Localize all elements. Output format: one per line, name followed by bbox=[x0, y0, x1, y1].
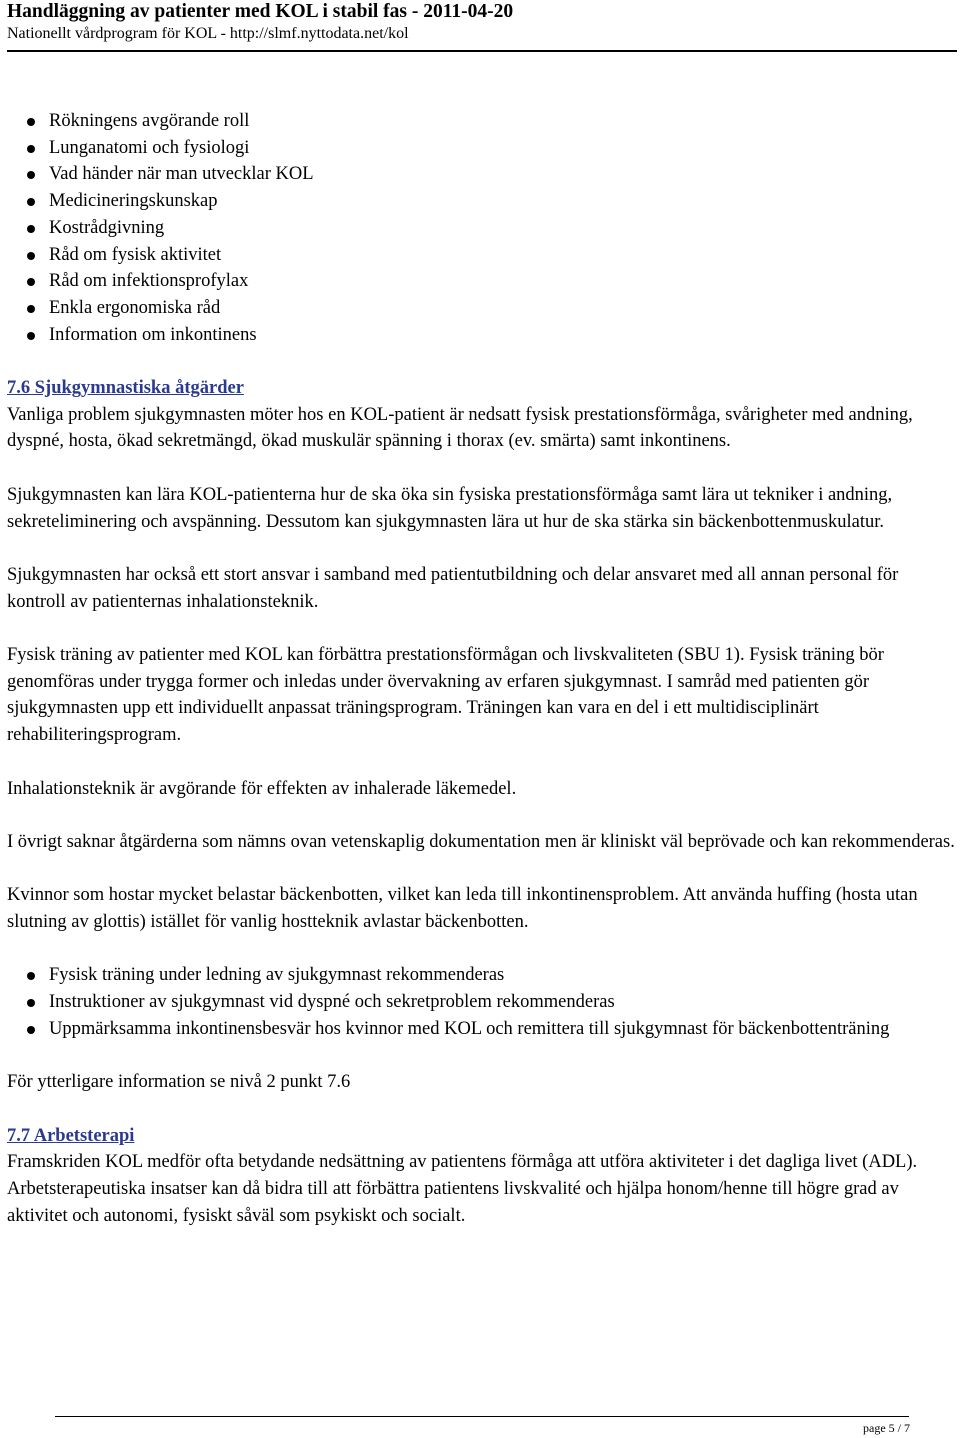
list-item: Instruktioner av sjukgymnast vid dyspné och sekretproblem rekommenderas bbox=[7, 989, 957, 1016]
list-item: Vad händer när man utvecklar KOL bbox=[7, 161, 957, 188]
list-item: Råd om infektionsprofylax bbox=[7, 268, 957, 295]
section-heading-7-6[interactable]: 7.6 Sjukgymnastiska åtgärder bbox=[7, 378, 244, 399]
paragraph: Framskriden KOL medför ofta betydande nedsättning av patientens förmåga att utföra aktiviteter i det dagliga livet (ADL). Arbetsterapeutiska insatser kan då bidra till att förbättra patientens livskvalité och hjälpa honom/henne till högre grad av aktivitet och autonomi, fysiskt såväl som psykiskt och socialt. bbox=[7, 1152, 918, 1226]
paragraph: Kvinnor som hostar mycket belastar bäckenbotten, vilket kan leda till inkontinensproblem. Att använda huffing (hosta utan slutning av glottis) istället för vanlig hostteknik avlastar bäckenbotten. bbox=[7, 885, 918, 932]
list-item: Rökningens avgörande roll bbox=[7, 108, 957, 135]
list-item: Lunganatomi och fysiologi bbox=[7, 135, 957, 162]
list-item: Information om inkontinens bbox=[7, 322, 957, 349]
paragraph: Sjukgymnasten kan lära KOL-patienterna hur de ska öka sin fysiska prestationsförmåga samt lära ut tekniker i andning, sekreteliminering och avspänning. Dessutom kan sjukgymnasten lära ut hur de ska stärka sin bäckenbottenmuskulatur. bbox=[7, 484, 893, 532]
recommendation-list bbox=[7, 962, 957, 1042]
list-item: Uppmärksamma inkontinensbesvär hos kvinnor med KOL och remittera till sjukgymnast för bäckenbottenträning bbox=[7, 1016, 957, 1043]
list-item: Fysisk träning under ledning av sjukgymnast rekommenderas bbox=[7, 962, 957, 989]
document-subtitle: Nationellt vårdprogram för KOL - http://slmf.nyttodata.net/kol bbox=[7, 25, 409, 42]
more-info-text: För ytterligare information se nivå 2 punkt 7.6 bbox=[7, 1072, 351, 1093]
paragraph: Vanliga problem sjukgymnasten möter hos en KOL-patient är nedsatt fysisk prestationsförmåga, svårigheter med andning, dyspné, hosta, ökad sekretmängd, ökad muskulär spänning i thorax (ev. smärta) samt inkontinens. bbox=[7, 404, 913, 452]
page-content bbox=[7, 108, 957, 1229]
list-item: Kostrådgivning bbox=[7, 215, 957, 242]
section-heading-7-7[interactable]: 7.7 Arbetsterapi bbox=[7, 1125, 135, 1146]
page-header bbox=[7, 0, 957, 52]
page-number: page 5 / 7 bbox=[863, 1421, 910, 1435]
paragraph: Sjukgymnasten har också ett stort ansvar i samband med patientutbildning och delar ansvaret med all annan personal för kontroll av patienternas inhalationsteknik. bbox=[7, 564, 899, 612]
paragraph: Inhalationsteknik är avgörande för effekten av inhalerade läkemedel. bbox=[7, 778, 517, 799]
list-item: Medicineringskunskap bbox=[7, 188, 957, 215]
paragraph: Fysisk träning av patienter med KOL kan förbättra prestationsförmågan och livskvaliteten (SBU 1). Fysisk träning bör genomföras under trygga former och inledas under övervakning av erfaren sjukgymnast. I samråd med patienten gör sjukgymnasten upp ett individuellt anpassat träningsprogram. Träningen kan vara en del i ett multidisciplinärt rehabiliteringsprogram. bbox=[7, 645, 884, 746]
document-title: Handläggning av patienter med KOL i stabil fas - 2011-04-20 bbox=[7, 1, 514, 22]
paragraph: I övrigt saknar åtgärderna som nämns ovan vetenskaplig dokumentation men är kliniskt väl beprövade och kan rekommenderas. bbox=[7, 831, 955, 852]
list-item: Råd om fysisk aktivitet bbox=[7, 242, 957, 269]
topic-list bbox=[7, 108, 957, 348]
list-item: Enkla ergonomiska råd bbox=[7, 295, 957, 322]
footer-divider bbox=[55, 1416, 909, 1417]
